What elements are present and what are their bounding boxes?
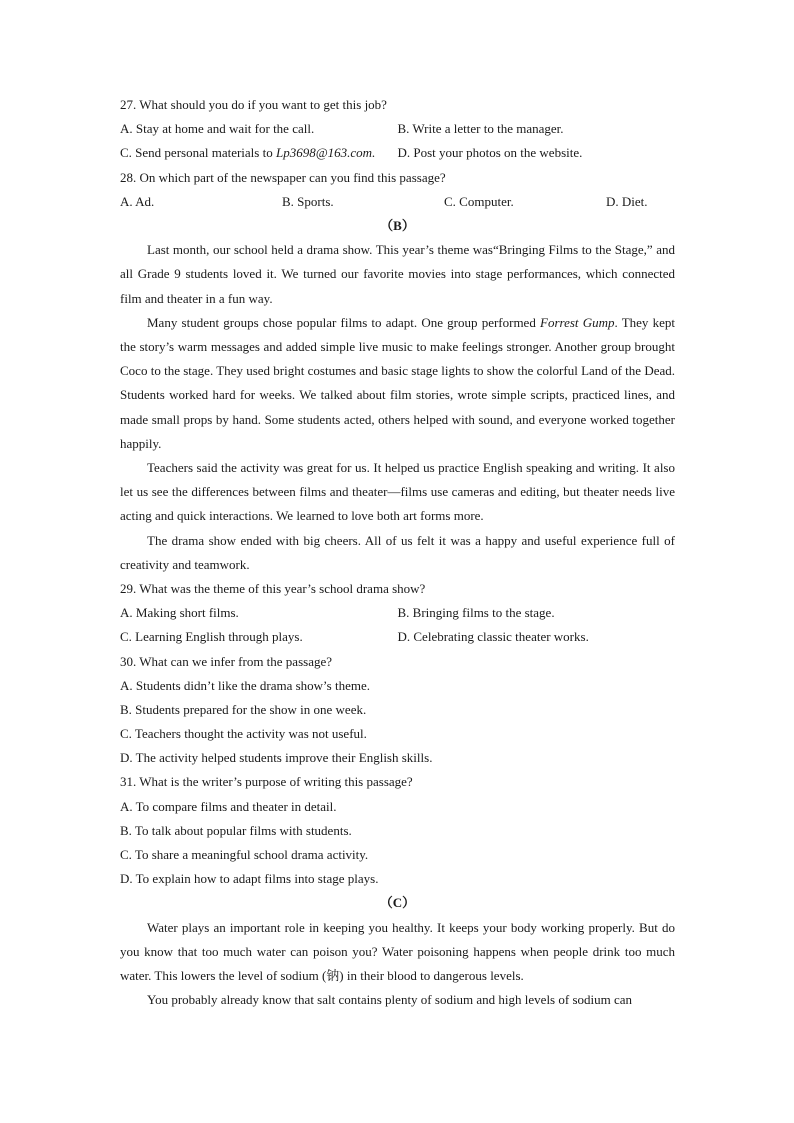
passage-c-paragraph-1: Water plays an important role in keeping you healthy. It keeps your body working properly. But do you know that too much water can poison you? Water poisoning happens when people drink too much water. This lowers the level of sodium (钠) in their blood to dangerous levels.	[120, 919, 675, 983]
passage-c-paragraph-2: You probably already know that salt contains plenty of sodium and high levels of sodium can	[147, 992, 633, 1008]
option-31-b: B. To talk about popular films with students.	[120, 822, 352, 838]
option-27-c-text: C. Send personal materials to	[120, 145, 276, 161]
passage-b-paragraph-3: Teachers said the activity was great for us. It helped us practice English speaking and writing. It also let us see the differences between films and theater—films use cameras and editing, but theater needs live acting and quick interactions. We learned to love both art forms more.	[120, 459, 675, 524]
option-28-d: D. Diet.	[606, 193, 648, 209]
question-27: 27. What should you do if you want to get this job?	[120, 97, 387, 112]
options-row	[120, 190, 675, 214]
option-28-c: C. Computer.	[444, 193, 514, 209]
options-row	[120, 601, 675, 625]
option-27-a: A. Stay at home and wait for the call.	[120, 121, 315, 137]
passage-b-paragraph-2	[120, 311, 675, 456]
options-row	[120, 117, 675, 141]
options-row	[120, 625, 675, 649]
paragraph-text: . They kept the story’s warm messages and added simple live music to make feelings stronger. Another group brought Coco to the stage. They used bright costumes and basic stage lights to show the colorful Land of the Dead. Students worked hard for weeks. We talked about film stories, wrote simple scripts, practiced lines, and made small props by hand. Some students acted, others helped with sound, and everyone worked together happily.	[120, 314, 676, 451]
question-28: 28. On which part of the newspaper can you find this passage?	[120, 169, 446, 185]
options-row	[120, 141, 675, 165]
option-29-b: B. Bringing films to the stage.	[397, 605, 555, 621]
section-c-title: （C）	[379, 895, 416, 911]
option-30-b: B. Students prepared for the show in one week.	[120, 701, 367, 717]
option-30-a: A. Students didn’t like the drama show’s theme.	[120, 677, 370, 693]
option-31-c: C. To share a meaningful school drama activity.	[120, 847, 369, 863]
option-30-d: D. The activity helped students improve their English skills.	[120, 750, 433, 766]
option-27-c	[120, 141, 398, 165]
passage-b-paragraph-1: Last month, our school held a drama show. This year’s theme was“Bringing Films to the Stage,” and all Grade 9 students loved it. We turned our favorite movies into stage performances, which connected film and theater in a fun way.	[120, 242, 675, 306]
paragraph-text: Many student groups chose popular films to adapt. One group performed	[147, 314, 541, 330]
question-30: 30. What can we infer from the passage?	[120, 653, 333, 669]
option-29-c: C. Learning English through plays.	[120, 629, 303, 645]
option-27-b: B. Write a letter to the manager.	[397, 121, 564, 137]
option-29-a: A. Making short films.	[120, 605, 239, 621]
option-31-a: A. To compare films and theater in detail.	[120, 798, 337, 814]
passage-b-paragraph-4: The drama show ended with big cheers. All of us felt it was a happy and useful experience full of creativity and teamwork.	[120, 532, 675, 572]
page-content	[120, 93, 675, 1012]
option-28-b: B. Sports.	[282, 193, 334, 209]
option-28-a: A. Ad.	[120, 193, 155, 209]
option-29-d: D. Celebrating classic theater works.	[397, 629, 589, 645]
option-31-d: D. To explain how to adapt films into stage plays.	[120, 871, 379, 887]
section-b-title: （B）	[380, 217, 415, 233]
question-31: 31. What is the writer’s purpose of writing this passage?	[120, 774, 413, 790]
option-27-d: D. Post your photos on the website.	[397, 145, 583, 161]
email-address: Lp3698@163.com.	[275, 145, 376, 161]
question-29: 29. What was the theme of this year’s school drama show?	[120, 580, 426, 596]
film-title: Forrest Gump	[540, 314, 615, 330]
option-30-c: C. Teachers thought the activity was not useful.	[120, 726, 367, 742]
